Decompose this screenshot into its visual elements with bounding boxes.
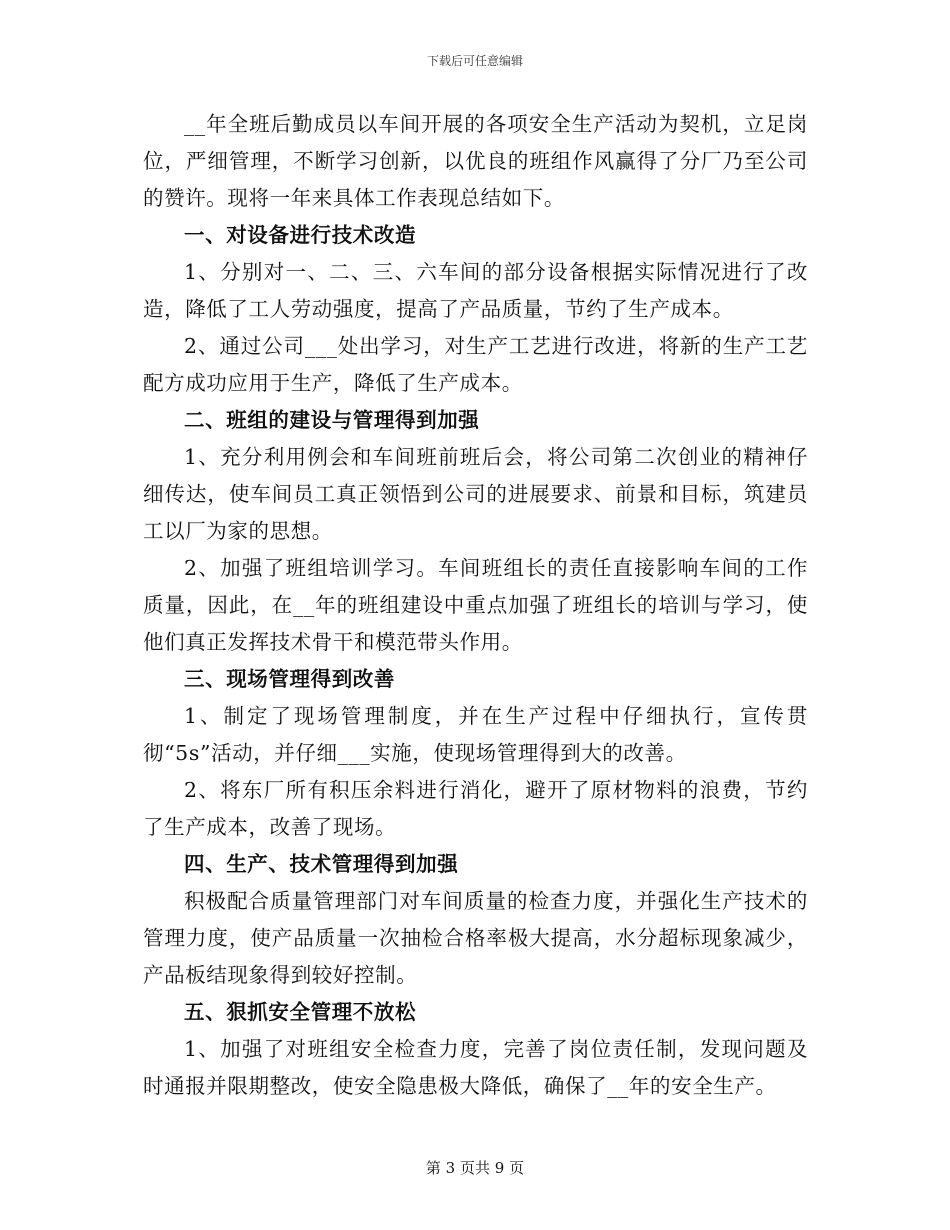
- header-note: 下载后可任意编辑: [426, 54, 523, 68]
- section-4-paragraph-1: 积极配合质量管理部门对车间质量的检查力度，并强化生产技术的管理力度，使产品质量一次抽检合格率极大提高，水分超标现象减少，产品板结现象得到较好控制。: [143, 889, 808, 987]
- section-5-paragraph-1: 1、加强了对班组安全检查力度，完善了岗位责任制，发现问题及时通报并限期整改，使安全隐患极大降低，确保了__年的安全生产。: [143, 1037, 808, 1098]
- intro-paragraph: __年全班后勤成员以车间开展的各项安全生产活动为契机，立足岗位，严细管理，不断学习创新，以优良的班组作风赢得了分厂乃至公司的赞许。现将一年来具体工作表现总结如下。: [143, 112, 808, 210]
- section-heading-2: 二、班组的建设与管理得到加强: [184, 408, 480, 432]
- section-heading-4: 四、生产、技术管理得到加强: [184, 852, 459, 876]
- section-heading-3: 三、现场管理得到改善: [184, 667, 395, 691]
- section-heading-1: 一、对设备进行技术改造: [184, 223, 417, 247]
- document-body: [143, 106, 808, 1105]
- page-number: 第 3 页共 9 页: [425, 1159, 525, 1177]
- section-1-paragraph-1: 1、分别对一、二、三、六车间的部分设备根据实际情况进行了改造，降低了工人劳动强度，提高了产品质量，节约了生产成本。: [143, 260, 808, 321]
- section-2-paragraph-2: 2、加强了班组培训学习。车间班组长的责任直接影响车间的工作质量，因此，在__年的班组建设中重点加强了班组长的培训与学习，使他们真正发挥技术骨干和模范带头作用。: [143, 556, 808, 654]
- section-2-paragraph-1: 1、充分利用例会和车间班前班后会，将公司第二次创业的精神仔细传达，使车间员工真正领悟到公司的进展要求、前景和目标，筑建员工以厂为家的思想。: [143, 445, 808, 543]
- section-heading-5: 五、狠抓安全管理不放松: [184, 1000, 417, 1024]
- section-1-paragraph-2: 2、通过公司___处出学习，对生产工艺进行改进，将新的生产工艺配方成功应用于生产，降低了生产成本。: [143, 334, 808, 395]
- section-3-paragraph-1: 1、制定了现场管理制度，并在生产过程中仔细执行，宣传贯彻“5s”活动，并仔细___实施，使现场管理得到大的改善。: [143, 704, 808, 765]
- section-3-paragraph-2: 2、将东厂所有积压余料进行消化，避开了原材物料的浪费，节约了生产成本，改善了现场。: [143, 778, 808, 839]
